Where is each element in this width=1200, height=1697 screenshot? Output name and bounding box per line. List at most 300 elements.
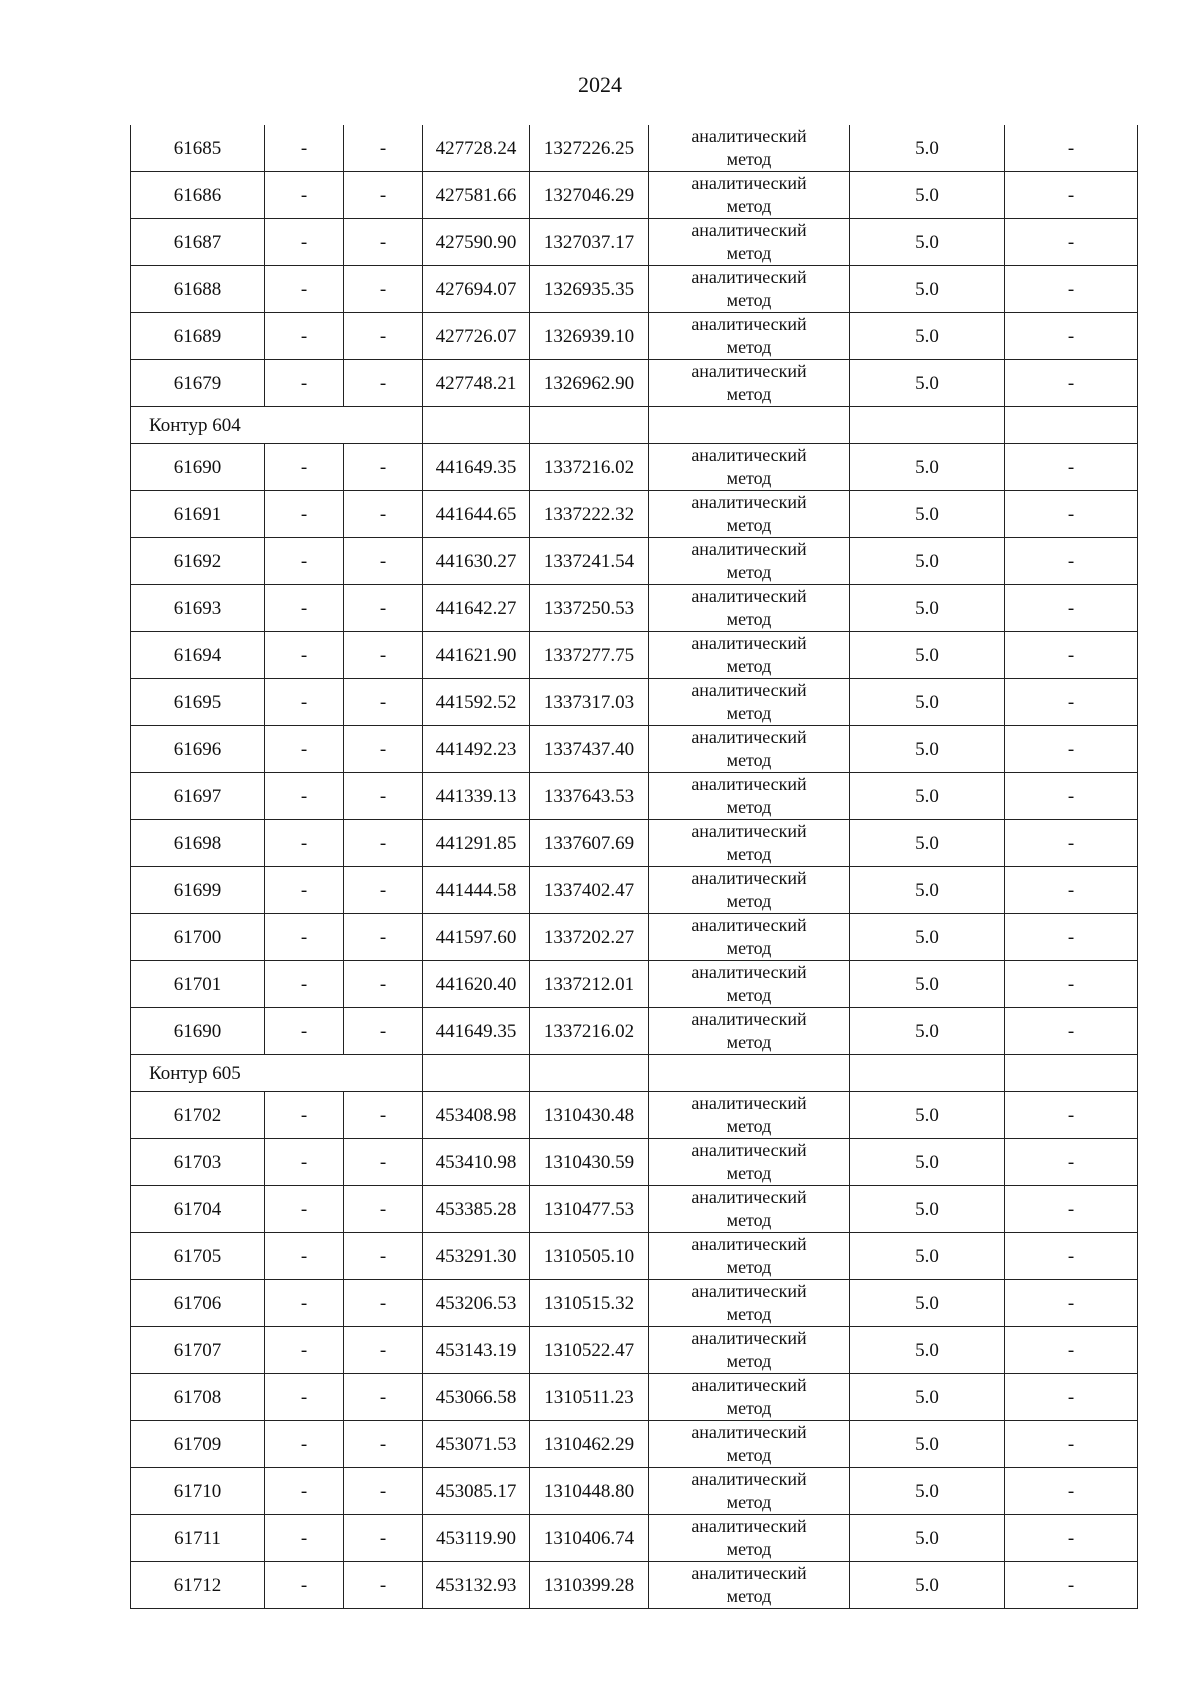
- method-text: метод: [726, 1398, 772, 1418]
- point-id-cell: 61706: [131, 1280, 265, 1327]
- x-coordinate-cell: 453410.98: [423, 1139, 530, 1186]
- empty-cell: [649, 1055, 850, 1092]
- empty-cell: [530, 407, 649, 444]
- method-text: аналитический: [691, 680, 807, 700]
- method-text: метод: [726, 243, 772, 263]
- point-id-cell: 61705: [131, 1233, 265, 1280]
- point-id-cell: 61691: [131, 491, 265, 538]
- dash-cell: -: [265, 726, 344, 773]
- dash-cell: -: [265, 538, 344, 585]
- point-id-cell: 61707: [131, 1327, 265, 1374]
- point-id-cell: 61692: [131, 538, 265, 585]
- point-id-cell: 61688: [131, 266, 265, 313]
- table-row: [131, 679, 1138, 726]
- method-text: метод: [726, 149, 772, 169]
- dash-cell: -: [265, 266, 344, 313]
- dash-cell: -: [344, 491, 423, 538]
- method-text: метод: [726, 844, 772, 864]
- dash-cell: -: [265, 219, 344, 266]
- table-row: [131, 914, 1138, 961]
- x-coordinate-cell: 441649.35: [423, 444, 530, 491]
- dash-cell: -: [344, 679, 423, 726]
- x-coordinate-cell: 453143.19: [423, 1327, 530, 1374]
- point-id-cell: 61687: [131, 219, 265, 266]
- point-id-cell: 61695: [131, 679, 265, 726]
- method-text: аналитический: [691, 126, 807, 146]
- x-coordinate-cell: 427590.90: [423, 219, 530, 266]
- empty-cell: [649, 407, 850, 444]
- accuracy-cell: 5.0: [850, 1092, 1005, 1139]
- method-text: метод: [726, 797, 772, 817]
- point-id-cell: 61708: [131, 1374, 265, 1421]
- point-id-cell: 61690: [131, 444, 265, 491]
- accuracy-cell: 5.0: [850, 1186, 1005, 1233]
- method-text: метод: [726, 938, 772, 958]
- point-id-cell: 61711: [131, 1515, 265, 1562]
- table-row: [131, 773, 1138, 820]
- table-row: [131, 538, 1138, 585]
- table-row: [131, 1374, 1138, 1421]
- dash-cell: -: [344, 1139, 423, 1186]
- dash-cell: -: [265, 632, 344, 679]
- table-row: [131, 867, 1138, 914]
- y-coordinate-cell: 1327037.17: [530, 219, 649, 266]
- method-text: аналитический: [691, 821, 807, 841]
- method-text: аналитический: [691, 1281, 807, 1301]
- dash-cell: -: [344, 1233, 423, 1280]
- note-cell: -: [1005, 491, 1138, 538]
- point-id-cell: 61699: [131, 867, 265, 914]
- dash-cell: -: [344, 266, 423, 313]
- dash-cell: -: [265, 585, 344, 632]
- point-id-cell: 61690: [131, 1008, 265, 1055]
- dash-cell: -: [344, 313, 423, 360]
- note-cell: -: [1005, 1092, 1138, 1139]
- x-coordinate-cell: 427694.07: [423, 266, 530, 313]
- method-text: метод: [726, 1445, 772, 1465]
- dash-cell: -: [344, 914, 423, 961]
- empty-cell: [530, 1055, 649, 1092]
- dash-cell: -: [344, 961, 423, 1008]
- table-row: [131, 1421, 1138, 1468]
- dash-cell: -: [344, 1468, 423, 1515]
- method-cell: [649, 773, 850, 820]
- point-id-cell: 61703: [131, 1139, 265, 1186]
- contour-label: Контур 605: [131, 1055, 423, 1092]
- x-coordinate-cell: 453132.93: [423, 1562, 530, 1609]
- dash-cell: -: [265, 125, 344, 172]
- dash-cell: -: [265, 1562, 344, 1609]
- table-row: [131, 726, 1138, 773]
- dash-cell: -: [344, 1327, 423, 1374]
- note-cell: -: [1005, 773, 1138, 820]
- method-text: метод: [726, 290, 772, 310]
- table-row: [131, 313, 1138, 360]
- dash-cell: -: [265, 961, 344, 1008]
- dash-cell: -: [344, 1562, 423, 1609]
- method-text: аналитический: [691, 267, 807, 287]
- table-row: [131, 444, 1138, 491]
- accuracy-cell: 5.0: [850, 914, 1005, 961]
- dash-cell: -: [344, 125, 423, 172]
- x-coordinate-cell: 441649.35: [423, 1008, 530, 1055]
- dash-cell: -: [265, 1092, 344, 1139]
- dash-cell: -: [265, 1008, 344, 1055]
- coordinates-table: [130, 125, 1138, 1609]
- table-row: [131, 1008, 1138, 1055]
- method-cell: [649, 491, 850, 538]
- accuracy-cell: 5.0: [850, 585, 1005, 632]
- dash-cell: -: [265, 491, 344, 538]
- point-id-cell: 61712: [131, 1562, 265, 1609]
- empty-cell: [423, 407, 530, 444]
- note-cell: -: [1005, 1468, 1138, 1515]
- method-text: метод: [726, 1032, 772, 1052]
- note-cell: -: [1005, 867, 1138, 914]
- x-coordinate-cell: 441620.40: [423, 961, 530, 1008]
- accuracy-cell: 5.0: [850, 1515, 1005, 1562]
- x-coordinate-cell: 427748.21: [423, 360, 530, 407]
- method-text: аналитический: [691, 1187, 807, 1207]
- method-text: аналитический: [691, 445, 807, 465]
- x-coordinate-cell: 453385.28: [423, 1186, 530, 1233]
- x-coordinate-cell: 441492.23: [423, 726, 530, 773]
- method-cell: [649, 1233, 850, 1280]
- y-coordinate-cell: 1337437.40: [530, 726, 649, 773]
- dash-cell: -: [344, 1374, 423, 1421]
- method-cell: [649, 632, 850, 679]
- y-coordinate-cell: 1310477.53: [530, 1186, 649, 1233]
- dash-cell: -: [265, 1233, 344, 1280]
- dash-cell: -: [344, 726, 423, 773]
- y-coordinate-cell: 1337402.47: [530, 867, 649, 914]
- accuracy-cell: 5.0: [850, 961, 1005, 1008]
- accuracy-cell: 5.0: [850, 538, 1005, 585]
- dash-cell: -: [265, 679, 344, 726]
- y-coordinate-cell: 1337241.54: [530, 538, 649, 585]
- dash-cell: -: [265, 1186, 344, 1233]
- dash-cell: -: [344, 219, 423, 266]
- y-coordinate-cell: 1337607.69: [530, 820, 649, 867]
- point-id-cell: 61701: [131, 961, 265, 1008]
- point-id-cell: 61709: [131, 1421, 265, 1468]
- accuracy-cell: 5.0: [850, 632, 1005, 679]
- accuracy-cell: 5.0: [850, 1468, 1005, 1515]
- method-text: аналитический: [691, 1234, 807, 1254]
- note-cell: -: [1005, 1515, 1138, 1562]
- method-text: метод: [726, 196, 772, 216]
- accuracy-cell: 5.0: [850, 172, 1005, 219]
- note-cell: -: [1005, 1008, 1138, 1055]
- method-text: метод: [726, 1163, 772, 1183]
- method-text: метод: [726, 609, 772, 629]
- table-row: [131, 632, 1138, 679]
- table-row: [131, 491, 1138, 538]
- accuracy-cell: 5.0: [850, 313, 1005, 360]
- method-cell: [649, 679, 850, 726]
- x-coordinate-cell: 441621.90: [423, 632, 530, 679]
- method-cell: [649, 538, 850, 585]
- y-coordinate-cell: 1337216.02: [530, 444, 649, 491]
- accuracy-cell: 5.0: [850, 1421, 1005, 1468]
- y-coordinate-cell: 1310448.80: [530, 1468, 649, 1515]
- note-cell: -: [1005, 125, 1138, 172]
- accuracy-cell: 5.0: [850, 1139, 1005, 1186]
- dash-cell: -: [265, 1515, 344, 1562]
- y-coordinate-cell: 1310430.59: [530, 1139, 649, 1186]
- table-row: [131, 961, 1138, 1008]
- method-text: аналитический: [691, 314, 807, 334]
- accuracy-cell: 5.0: [850, 1374, 1005, 1421]
- table-row: [131, 1327, 1138, 1374]
- accuracy-cell: 5.0: [850, 444, 1005, 491]
- method-cell: [649, 1468, 850, 1515]
- y-coordinate-cell: 1337643.53: [530, 773, 649, 820]
- method-text: аналитический: [691, 774, 807, 794]
- x-coordinate-cell: 453408.98: [423, 1092, 530, 1139]
- method-text: аналитический: [691, 1140, 807, 1160]
- note-cell: -: [1005, 1327, 1138, 1374]
- accuracy-cell: 5.0: [850, 726, 1005, 773]
- note-cell: -: [1005, 1186, 1138, 1233]
- dash-cell: -: [344, 820, 423, 867]
- dash-cell: -: [265, 1280, 344, 1327]
- table-row: [131, 125, 1138, 172]
- dash-cell: -: [344, 444, 423, 491]
- method-text: метод: [726, 1116, 772, 1136]
- note-cell: -: [1005, 632, 1138, 679]
- dash-cell: -: [265, 1374, 344, 1421]
- y-coordinate-cell: 1310399.28: [530, 1562, 649, 1609]
- method-cell: [649, 1327, 850, 1374]
- x-coordinate-cell: 441642.27: [423, 585, 530, 632]
- accuracy-cell: 5.0: [850, 773, 1005, 820]
- table-row: [131, 1186, 1138, 1233]
- method-cell: [649, 1421, 850, 1468]
- dash-cell: -: [344, 585, 423, 632]
- method-text: аналитический: [691, 1422, 807, 1442]
- method-text: метод: [726, 515, 772, 535]
- table-row: [131, 1468, 1138, 1515]
- x-coordinate-cell: 453071.53: [423, 1421, 530, 1468]
- accuracy-cell: 5.0: [850, 266, 1005, 313]
- accuracy-cell: 5.0: [850, 360, 1005, 407]
- method-text: аналитический: [691, 633, 807, 653]
- y-coordinate-cell: 1327226.25: [530, 125, 649, 172]
- method-cell: [649, 914, 850, 961]
- page-number: 2024: [578, 72, 622, 97]
- y-coordinate-cell: 1310462.29: [530, 1421, 649, 1468]
- dash-cell: -: [344, 1008, 423, 1055]
- y-coordinate-cell: 1326962.90: [530, 360, 649, 407]
- method-text: метод: [726, 750, 772, 770]
- y-coordinate-cell: 1337317.03: [530, 679, 649, 726]
- method-cell: [649, 266, 850, 313]
- method-cell: [649, 726, 850, 773]
- table-row: [131, 219, 1138, 266]
- x-coordinate-cell: 427728.24: [423, 125, 530, 172]
- table-row: [131, 585, 1138, 632]
- note-cell: -: [1005, 726, 1138, 773]
- method-text: метод: [726, 703, 772, 723]
- dash-cell: -: [265, 1139, 344, 1186]
- table-row: [131, 266, 1138, 313]
- y-coordinate-cell: 1337277.75: [530, 632, 649, 679]
- dash-cell: -: [265, 1468, 344, 1515]
- point-id-cell: 61696: [131, 726, 265, 773]
- y-coordinate-cell: 1310430.48: [530, 1092, 649, 1139]
- dash-cell: -: [265, 867, 344, 914]
- method-text: метод: [726, 1539, 772, 1559]
- x-coordinate-cell: 427726.07: [423, 313, 530, 360]
- x-coordinate-cell: 453119.90: [423, 1515, 530, 1562]
- method-cell: [649, 585, 850, 632]
- note-cell: -: [1005, 961, 1138, 1008]
- x-coordinate-cell: 441592.52: [423, 679, 530, 726]
- dash-cell: -: [265, 1421, 344, 1468]
- y-coordinate-cell: 1310515.32: [530, 1280, 649, 1327]
- accuracy-cell: 5.0: [850, 1327, 1005, 1374]
- method-text: аналитический: [691, 539, 807, 559]
- table-row: [131, 820, 1138, 867]
- point-id-cell: 61710: [131, 1468, 265, 1515]
- contour-header-row: [131, 1055, 1138, 1092]
- point-id-cell: 61704: [131, 1186, 265, 1233]
- dash-cell: -: [344, 773, 423, 820]
- y-coordinate-cell: 1337202.27: [530, 914, 649, 961]
- method-cell: [649, 1092, 850, 1139]
- method-cell: [649, 961, 850, 1008]
- point-id-cell: 61697: [131, 773, 265, 820]
- empty-cell: [1005, 1055, 1138, 1092]
- dash-cell: -: [344, 538, 423, 585]
- x-coordinate-cell: 453085.17: [423, 1468, 530, 1515]
- note-cell: -: [1005, 313, 1138, 360]
- table-row: [131, 1515, 1138, 1562]
- table-row: [131, 1233, 1138, 1280]
- dash-cell: -: [265, 820, 344, 867]
- accuracy-cell: 5.0: [850, 1562, 1005, 1609]
- method-text: метод: [726, 1304, 772, 1324]
- method-text: аналитический: [691, 492, 807, 512]
- table-row: [131, 1139, 1138, 1186]
- point-id-cell: 61702: [131, 1092, 265, 1139]
- method-text: аналитический: [691, 361, 807, 381]
- table-row: [131, 1562, 1138, 1609]
- point-id-cell: 61689: [131, 313, 265, 360]
- point-id-cell: 61679: [131, 360, 265, 407]
- dash-cell: -: [344, 1421, 423, 1468]
- method-text: метод: [726, 562, 772, 582]
- note-cell: -: [1005, 585, 1138, 632]
- method-cell: [649, 1374, 850, 1421]
- table-row: [131, 360, 1138, 407]
- note-cell: -: [1005, 1562, 1138, 1609]
- method-text: аналитический: [691, 1328, 807, 1348]
- empty-cell: [1005, 407, 1138, 444]
- method-cell: [649, 444, 850, 491]
- y-coordinate-cell: 1337222.32: [530, 491, 649, 538]
- x-coordinate-cell: 427581.66: [423, 172, 530, 219]
- method-text: аналитический: [691, 727, 807, 747]
- method-cell: [649, 313, 850, 360]
- empty-cell: [850, 407, 1005, 444]
- note-cell: -: [1005, 1139, 1138, 1186]
- method-text: аналитический: [691, 1375, 807, 1395]
- contour-label: Контур 604: [131, 407, 423, 444]
- method-cell: [649, 867, 850, 914]
- dash-cell: -: [265, 360, 344, 407]
- method-cell: [649, 1139, 850, 1186]
- method-text: аналитический: [691, 915, 807, 935]
- method-text: аналитический: [691, 868, 807, 888]
- accuracy-cell: 5.0: [850, 125, 1005, 172]
- dash-cell: -: [265, 914, 344, 961]
- y-coordinate-cell: 1326939.10: [530, 313, 649, 360]
- empty-cell: [850, 1055, 1005, 1092]
- method-cell: [649, 1186, 850, 1233]
- method-cell: [649, 219, 850, 266]
- method-text: аналитический: [691, 1009, 807, 1029]
- point-id-cell: 61694: [131, 632, 265, 679]
- note-cell: -: [1005, 1280, 1138, 1327]
- method-text: метод: [726, 1586, 772, 1606]
- method-text: метод: [726, 891, 772, 911]
- note-cell: -: [1005, 444, 1138, 491]
- method-cell: [649, 172, 850, 219]
- note-cell: -: [1005, 219, 1138, 266]
- dash-cell: -: [344, 1515, 423, 1562]
- accuracy-cell: 5.0: [850, 1233, 1005, 1280]
- dash-cell: -: [344, 172, 423, 219]
- x-coordinate-cell: 453291.30: [423, 1233, 530, 1280]
- method-text: аналитический: [691, 586, 807, 606]
- dash-cell: -: [344, 1280, 423, 1327]
- method-text: аналитический: [691, 173, 807, 193]
- x-coordinate-cell: 453066.58: [423, 1374, 530, 1421]
- method-text: аналитический: [691, 1469, 807, 1489]
- method-text: метод: [726, 337, 772, 357]
- x-coordinate-cell: 441444.58: [423, 867, 530, 914]
- y-coordinate-cell: 1337216.02: [530, 1008, 649, 1055]
- method-cell: [649, 1008, 850, 1055]
- table-row: [131, 172, 1138, 219]
- note-cell: -: [1005, 1233, 1138, 1280]
- accuracy-cell: 5.0: [850, 679, 1005, 726]
- note-cell: -: [1005, 679, 1138, 726]
- note-cell: -: [1005, 360, 1138, 407]
- dash-cell: -: [344, 1092, 423, 1139]
- dash-cell: -: [265, 313, 344, 360]
- x-coordinate-cell: 441339.13: [423, 773, 530, 820]
- method-text: метод: [726, 468, 772, 488]
- contour-header-row: [131, 407, 1138, 444]
- method-text: аналитический: [691, 1516, 807, 1536]
- dash-cell: -: [344, 1186, 423, 1233]
- method-text: метод: [726, 1351, 772, 1371]
- y-coordinate-cell: 1326935.35: [530, 266, 649, 313]
- method-cell: [649, 1515, 850, 1562]
- accuracy-cell: 5.0: [850, 867, 1005, 914]
- table-row: [131, 1092, 1138, 1139]
- x-coordinate-cell: 441597.60: [423, 914, 530, 961]
- point-id-cell: 61685: [131, 125, 265, 172]
- note-cell: -: [1005, 820, 1138, 867]
- method-text: метод: [726, 1210, 772, 1230]
- x-coordinate-cell: 441630.27: [423, 538, 530, 585]
- note-cell: -: [1005, 1421, 1138, 1468]
- method-text: метод: [726, 384, 772, 404]
